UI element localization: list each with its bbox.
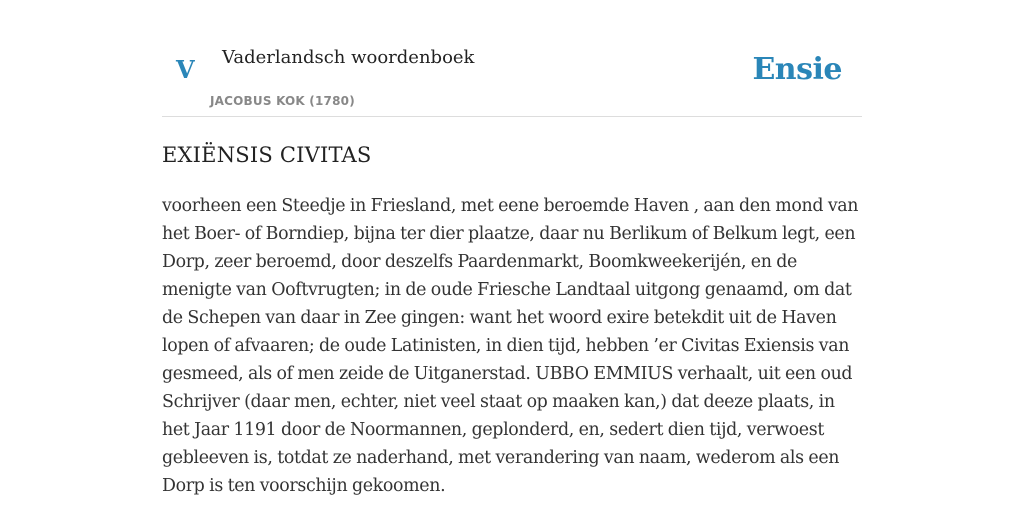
ensie-logo[interactable]: Ensie [752, 52, 842, 87]
entry-header [162, 0, 862, 117]
index-letter[interactable]: V [176, 55, 195, 84]
entry-card [162, 0, 862, 512]
book-title[interactable]: Vaderlandsch woordenboek [222, 47, 475, 68]
entry-title: EXIËNSIS CIVITAS [162, 143, 372, 167]
entry-body: voorheen een Steedje in Friesland, met eene beroemde Haven , aan den mond van het Boer- of Borndiep, bijna ter dier plaatze, daar nu Berlikum of Belkum legt, een Dorp, zeer beroemd, door deszelfs Paardenmarkt, Boomkweekerijén, en de menigte van Ooftvrugten; in de oude Friesche Landtaal uitgong genaamd, om dat de Schepen van daar in Zee gingen: want het woord exire betekdit uit de Haven lopen of afvaaren; de oude Latinisten, in dien tijd, hebben ’er Civitas Exiensis van gesmeed, als of men zeide de Uitganerstad. UBBO EMMIUS verhaalt, uit een oud Schrijver (daar men, echter, niet veel staat op maaken kan,) dat deeze plaats, in het Jaar 1191 door de Noormannen, geplonderd, en, sedert dien tijd, verwoest gebleeven is, totdat ze naderhand, met verandering van naam, wederom als een Dorp is ten voorschijn gekoomen. [162, 196, 859, 496]
book-author: JACOBUS KOK (1780) [210, 94, 355, 108]
